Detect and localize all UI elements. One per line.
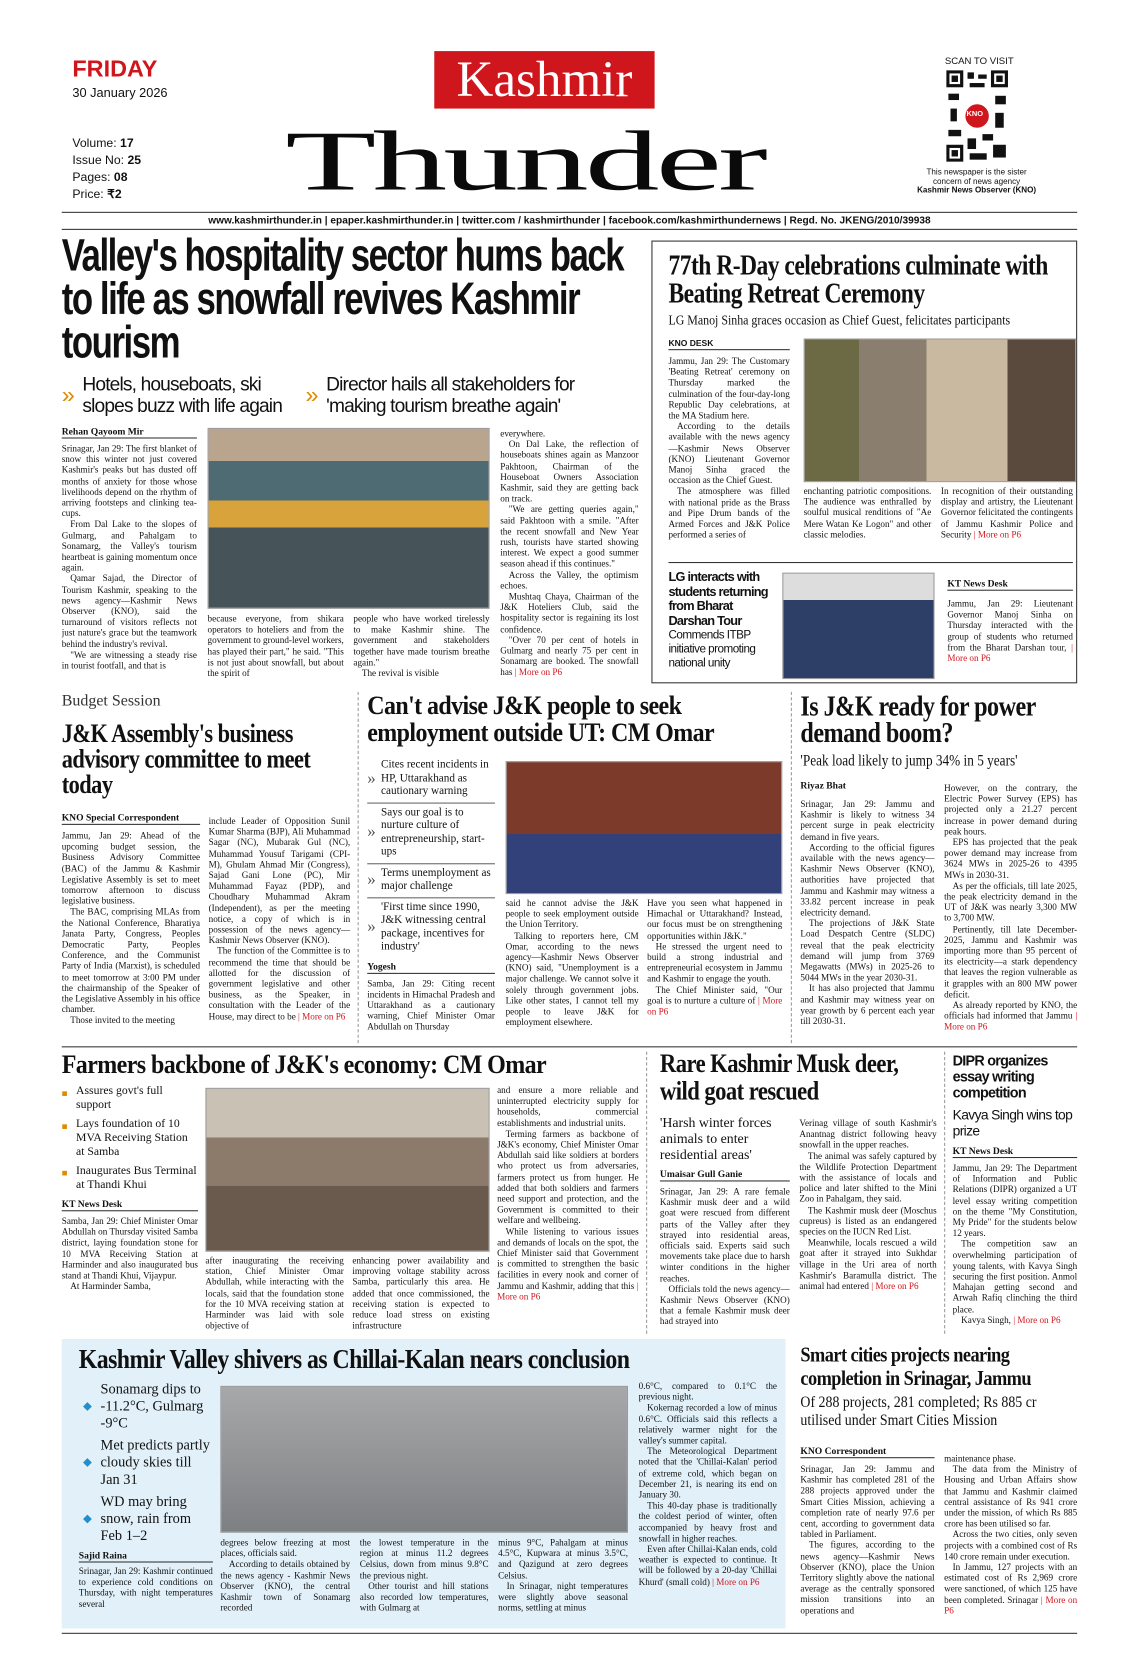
more-on-page-link[interactable]: | More on P6: [497, 1280, 639, 1302]
lead-subhead-1: » Hotels, houseboats, ski slopes buzz with life again: [61, 373, 283, 417]
chillai-side-column: ◆ Sonamarg dips to -11.2°C, Gulmarg -9°C ◆ Met predicts partly cloudy skies till Jan 31 ◆ WD may bring snow, rain from Feb 1–2 Sajid Raina Srinagar, Jan 29: Kashmir continued to experience cold conditions on Thursday, with night temperatures several: [79, 1381, 213, 1625]
more-on-page-link[interactable]: | More on P6: [712, 1576, 760, 1587]
article-column: [944, 1453, 1077, 1625]
dipr-subhead: Kavya Singh wins top prize: [952, 1106, 1073, 1139]
paragraph: The atmosphere was filled with national pride as the Brass and Pipe Drum bands of the Armed Forces and J&K Police performed a series of: [668, 485, 790, 540]
paragraph: Samba, Jan 29: Chief Minister Omar Abdullah on Thursday visited Samba district, laying foundation stone for 10 MVA Receiving Station at Harminder and also inaugurated bus stand at Thandi Khui, Vijaypur.: [61, 1215, 198, 1281]
article-column: [800, 1464, 934, 1626]
power-headline[interactable]: Is J&K ready for power demand boom?: [800, 689, 1036, 749]
smart-subhead: Of 288 projects, 281 completed; Rs 885 cr utilised under Smart Cities Mission: [800, 1394, 1037, 1430]
paragraph: Jammu, Jan 29: Lieutenant Governor Manoj Sinha on Thursday interacted with the group of students who returned from the Bharat Darshan tour, | More on P6: [947, 598, 1073, 664]
article-column: [639, 1381, 777, 1625]
paragraph: Kavya Singh, | More on P6: [961, 1314, 1061, 1326]
article-column: [79, 1566, 213, 1625]
square-bullet-icon: ■: [61, 1167, 68, 1179]
paragraph: Terming farmers as backbone of J&K's economy, Chief Minister Omar Abdullah said like soldiers at borders who protect us from adversaries, farmers protect us from hunger. He added that both soldiers and farmers need support and protection, and the Government is committed to their welfare and wellbeing.: [497, 1128, 639, 1226]
byline: Umaisar Gull Ganie: [660, 1169, 790, 1182]
more-on-page-link[interactable]: | More on P6: [1013, 1314, 1061, 1326]
links-bar: www.kashmirthunder.in | epaper.kashmirthunder.in | twitter.com / kashmirthunder | facebook.com/kashmirthundernews | Regd. No. JKENG/2010/39938: [208, 215, 931, 227]
paragraph: include Leader of Opposition Sunil Kumar Sharma (BJP), Ali Muhammad Sagar (NC), Mubarak Gul (NC), Muhammad Yousuf Tarigami (CPI-M), Ghulam Ahmad Mir (Congress), Sajad Gani Lone (PC), Mir Muhammad Fayaz (PDP), and Choudhary Muhammad Akram (Independent), as per the meeting notice, a copy of which is in possession of the news agency—Kashmir News Observer (KNO).: [208, 815, 351, 946]
paragraph: because everyone, from shikara operators to hoteliers and from the government to ground-level workers, has played their part," he said. "This is not just about snowfall, but about the spirit of: [207, 613, 344, 679]
chevron-icon: »: [367, 917, 376, 936]
article-column: [353, 613, 489, 681]
article-column: [944, 782, 1077, 1039]
paragraph: According to the details available with the news agency—Kashmir News Observer (KNO) Lieutenant Governor Manoj Sinha graced the occasion as the Chief Guest.: [668, 420, 790, 486]
cm-omar-photo: [506, 761, 783, 894]
paragraph: As per the officials, till late 2025, the peak electricity demand in the UT of J&K was nearly 3,300 MW to 3,700 MW.: [944, 880, 1078, 924]
byline: Rehan Qayoom Mir: [62, 426, 197, 439]
paragraph: The animal was safely captured by the Wildlife Protection Department with the assistance of locals and police and later shifted to the Mini Zoo in Pahalgam, they said.: [799, 1150, 937, 1205]
omar-side-column: » Cites recent incidents in HP, Uttarakhand as cautionary warning » Says our goal is to nurture culture of entrepreneurship, start-ups » Terms unemployment as major challenge » 'First time since 1990, J&K witnessing central package, incentives for industry' Yogesh Samba, Jan 29: Citing recent incidents in Himachal Pradesh and Uttarakhand as a cautionary warning, Chief Minister Omar Abdullah on Thursday: [367, 758, 495, 1039]
lead-headline[interactable]: Valley's hospitality sector hums back to life as snowfall revives Kashmir tourism: [61, 229, 624, 369]
students-photo: [782, 573, 934, 679]
paragraph: Srinagar, Jan 29: Kashmir continued to experience cold conditions on Thursday, with night temperatures several: [78, 1565, 213, 1609]
article-column: [941, 485, 1073, 555]
more-on-page-link[interactable]: | More on P6: [944, 1594, 1078, 1616]
paragraph: EPS has projected that the peak power demand may increase from 3624 MWs in 2025-26 to 4395 MWs in 2030-31.: [944, 836, 1078, 880]
paragraph: The revival is visible: [361, 667, 439, 679]
paragraph: Jammu, Jan 29: The Department of Information and Public Relations (DIPR) organized a UT level essay writing competition on the theme "My Constitution, My Pride" for the students below 12 years.: [952, 1162, 1078, 1239]
budget-headline[interactable]: J&K Assembly's business advisory committee to meet today: [61, 719, 311, 800]
paragraph: From Dal Lake to the slopes of Gulmarg, and Pahalgam to Sonamarg, the Valley's tourism heartbeat is gaining momentum once again.: [61, 518, 197, 573]
byline: Riyaz Bhat: [800, 780, 846, 791]
article-column: [208, 613, 344, 681]
article-column: [660, 1186, 790, 1333]
musk-side-column: [660, 1114, 790, 1332]
sister-concern-note: This newspaper is the sister concern of news agency Kashmir News Observer (KNO): [917, 167, 1037, 195]
more-on-page-link[interactable]: | More on P6: [298, 1010, 346, 1022]
power-subhead: 'Peak load likely to jump 34% in 5 years': [800, 752, 1018, 770]
paragraph: The Kashmir musk deer (Moschus cupreus) is listed as an endangered species on the IUCN Red List.: [799, 1204, 937, 1237]
article-column: [799, 1118, 936, 1333]
more-on-page-link[interactable]: | More on P6: [973, 528, 1022, 540]
paragraph: The data from the Ministry of Housing and Urban Affairs show that Jammu and Kashmir claimed central assistance of Rs 941 crore under the mission, of which Rs 885 crore has been utilised so far.: [944, 1463, 1078, 1529]
paragraph: The function of the Committee is to recommend the time that should be allotted for the discussion of government legislative and other business, as the Speaker, in consultation with the Leader of the House, may direct to be | More on P6: [208, 945, 351, 1022]
paragraph: 0.6°C, compared to 0.1°C the previous night.: [638, 1380, 778, 1403]
masthead-thunder: Thunder: [285, 114, 765, 209]
dipr-headline[interactable]: DIPR organizes essay writing competition: [952, 1052, 1048, 1101]
paragraph: However, on the contrary, the Electric Power Survey (EPS) has projected only a 21.27 percent increase in power demand during peak hours.: [944, 782, 1078, 837]
paragraph: people who have worked tirelessly to make Kashmir shine. The government and stakeholders together have made tourism breathe again.": [353, 613, 490, 668]
paragraph: Other tourist and hill stations also recorded low temperatures, with Gulmarg at: [359, 1580, 489, 1613]
article-column: [953, 1162, 1078, 1332]
paragraph: Samba, Jan 29: Citing recent incidents in Himachal Pradesh and Uttarakhand as a cautionary warning, Chief Minister Omar Abdullah on Thursday: [367, 977, 495, 1032]
paragraph: the lowest temperature in the region at minus 11.2 degrees Celsius, down from minus 9.8°C the previous night.: [359, 1536, 489, 1581]
paragraph: As already reported by KNO, the officials had informed that Jammu | More on P6: [944, 999, 1078, 1032]
rday-headline[interactable]: 77th R-Day celebrations culminate with Beating Retreat Ceremony: [668, 249, 1048, 309]
rday-subhead: LG Manoj Sinha graces occasion as Chief Guest, felicitates participants: [668, 311, 1011, 328]
date: 30 January 2026: [72, 85, 168, 101]
article-column: [205, 1255, 343, 1333]
more-on-page-link[interactable]: | More on P6: [514, 666, 563, 678]
article-column: [497, 1085, 639, 1333]
paragraph: "We are getting queries again," said Pakhtoon with a smile. "After the recent snowfall and New Year rush, tourists have started showing interest. We expect a good summer season ahead if this continues.": [500, 503, 639, 569]
paragraph: The Chief Minister said, "Our goal is to nurture a culture of | More on P6: [647, 984, 783, 1017]
chillai-headline[interactable]: Kashmir Valley shivers as Chillai-Kalan nears conclusion: [78, 1343, 630, 1375]
paragraph: Meanwhile, locals rescued a wild goat after it strayed into Sukhdar village in the Uri area of north Kashmir's Baramulla district. The animal had entered | More on P6: [799, 1237, 937, 1292]
paragraph: Srinagar, Jan 29: The first blanket of snow this winter not just covered Kashmir's peaks but has dusted off months of anxiety for those whose livelihoods depend on the rhythm of arriving footsteps and clinking tea-cups.: [61, 442, 197, 519]
article-column: [352, 1255, 489, 1333]
paragraph: said he cannot advise the J&K people to seek employment outside the Union Territory.: [505, 897, 639, 930]
article-column: [647, 897, 782, 1039]
paragraph: Have you seen what happened in Himachal or Uttarakhand? Instead, our focus must be on strengthening opportunities within J&K.": [647, 897, 783, 941]
byline: KT News Desk: [62, 1199, 198, 1212]
musk-subhead: 'Harsh winter forces animals to enter residential areas': [659, 1114, 772, 1163]
lg-heading-block: [668, 571, 777, 671]
paragraph: Srinagar, Jan 29: Jammu and Kashmir has completed 281 of the 288 projects approved under the Smart Cities Mission, achieving a completion rate of nearly 97.6 per cent, according to government data tabled in Parliament.: [800, 1463, 935, 1540]
paragraph: Across the two cities, only seven projects with a combined cost of Rs 140 crore remain under execution.: [944, 1528, 1078, 1562]
byline: Sajid Raina: [79, 1550, 213, 1563]
more-on-page-link[interactable]: | More on P6: [947, 641, 1073, 664]
diamond-bullet-icon: ◆: [83, 1456, 93, 1469]
beating-retreat-photo: [804, 338, 1076, 482]
article-column: [62, 1216, 198, 1333]
paragraph: Srinagar, Jan 29: A rare female Kashmir musk deer and a wild goat were rescued from different parts of the Valley after they strayed into residential areas, officials said. Experts said such movements take place due to harsh winter conditions in the higher reaches.: [659, 1185, 790, 1284]
farmers-headline[interactable]: Farmers backbone of J&K's economy: CM Omar: [61, 1050, 547, 1080]
byline: KT News Desk: [947, 578, 1073, 591]
paragraph: According to the official figures available with the news agency—Kashmir News Observer (KNO), authorities have projected that Jammu and Kashmir may witness a 33.82 percent increase in peak electricity demand.: [800, 841, 935, 918]
day: FRIDAY: [72, 55, 158, 82]
paragraph: Pertinently, till late December-2025, Jammu and Kashmir was importing more than 95 percent of its electricity—a stark dependency that leaves the region vulnerable as it grapples with an 800 MW power deficit.: [944, 923, 1078, 1000]
paragraph: enchanting patriotic compositions. The audience was enthralled by soulful musical renditions of "Ae Mere Watan Ke Logon" and other classic melodies.: [803, 485, 932, 540]
paragraph: Verinag village of south Kashmir's Anantnag district following heavy snowfall in the upper reaches.: [799, 1117, 937, 1150]
paragraph: Jammu, Jan 29: Ahead of the upcoming budget session, the Business Advisory Committee (BAC) of the Jammu & Kashmir Legislative Assembly is set to meet tomorrow afternoon to discuss legislative business.: [61, 830, 201, 907]
article-column: [360, 1537, 489, 1624]
masthead-kashmir: Kashmir: [434, 51, 654, 108]
article-column: [62, 443, 197, 681]
paragraph: He stressed the urgent need to build a strong industrial and entrepreneurial ecosystem in Jammu and Kashmir to engage the youth.: [647, 940, 783, 984]
paragraph: everywhere.: [500, 427, 546, 439]
more-on-page-link[interactable]: | More on P6: [647, 995, 783, 1017]
byline: KNO DESK: [668, 338, 789, 350]
paragraph: degrees below freezing at most places, officials said.: [220, 1536, 351, 1559]
article-column: [800, 798, 934, 1039]
paragraph: after inaugurating the receiving station, Chief Minister Omar Abdullah, while interacting with the locals, said that the foundation stone for the 10 MVA receiving station at Harminder was laid with sole objective of: [205, 1254, 344, 1331]
article-column: [947, 598, 1073, 679]
paragraph: Srinagar, Jan 29: Jammu and Kashmir is likely to witness 34 percent surge in peak electricity demand in five years.: [800, 798, 935, 842]
dipr-column: [953, 1053, 1078, 1333]
paragraph: On Dal Lake, the reflection of houseboats shines again as Manzoor Pakhtoon, Chairman of the Houseboat Owners Association Kashmir, said they are getting back on track.: [500, 438, 639, 504]
article-column: [498, 1537, 628, 1624]
paragraph: In Srinagar, night temperatures were slightly above seasonal norms, settling at minus: [498, 1580, 628, 1613]
paragraph: While listening to various issues and demands of locals on the spot, the Chief Minister said that Government is committed to strengthen the basic facilities in every nook and corner of Jammu and Kashmir, adding that this | More on P6: [497, 1225, 639, 1302]
smart-headline[interactable]: Smart cities projects nearing completion in Srinagar, Jammu: [800, 1343, 1032, 1391]
article-column: [209, 815, 351, 1037]
paragraph: Talking to reporters here, CM Omar, according to the news agency—Kashmir News Observer (KNO) said, "Unemployment is a major challenge. We cannot solve it solely through government jobs. Like other states, I cannot tell my people to leave J&K for employment elsewhere.: [505, 929, 639, 1028]
paragraph: Kokernag recorded a low of minus 0.6°C. Officials said this reflects a relatively warmer night for the valley's summer capital.: [638, 1402, 778, 1446]
paragraph: Qamar Sajad, the Director of Tourism Kashmir, speaking to the news agency—Kashmir News Observer (KNO), said the turnaround of visitors reflects not just nature's grace but the teamwork behind the industry's revival.: [61, 573, 197, 649]
paragraph: In recognition of their outstanding display and artistry, the Lieutenant Governor felicitated the contingents of Jammu Kashmir Police and Security | More on P6: [940, 485, 1073, 540]
issue-info: Volume: 17 Issue No: 25 Pages: 08 Price: ₹2: [72, 137, 142, 202]
chevron-icon: »: [367, 870, 376, 889]
paragraph: The figures, according to the news agency—Kashmir News Observer (KNO), place the Union Territory slightly above the national average as the centrally sponsored mission transitions into an operations and: [800, 1539, 935, 1616]
budget-kicker: Budget Session: [61, 692, 161, 710]
article-column: [220, 1537, 350, 1624]
article-column: [506, 897, 639, 1039]
article-column: [500, 428, 638, 681]
more-on-page-link[interactable]: | More on P6: [871, 1280, 919, 1292]
paragraph: The BAC, comprising MLAs from the National Conference, Bharatiya Janata Party, Congress, Peoples Democratic Party, Peoples Conference, and the Communist Party of India (Marxist), is scheduled to meet tomorrow at 3:00 PM under the chairmanship of the Speaker of the Legislative Assembly in his office chamber.: [61, 906, 201, 1015]
foggy-lake-photo: [220, 1386, 628, 1533]
qr-code[interactable]: [946, 70, 1008, 162]
paragraph: Mushtaq Chaya, Chairman of the J&K Hoteliers Club, said the hospitality sector is regaining its lost confidence.: [500, 590, 639, 635]
chevron-icon: »: [367, 769, 376, 788]
article-column: [668, 356, 789, 558]
paragraph: In Jammu, 127 projects with an estimated cost of Rs 2,969 crore were sanctioned, of which 125 have been completed. Srinagar | More on P6: [944, 1561, 1078, 1616]
diamond-bullet-icon: ◆: [83, 1512, 93, 1526]
article-column: [367, 978, 495, 1039]
shikara-photo: [208, 428, 490, 609]
paragraph: enhancing power availability and improving voltage stability across Samba, particularly this area. He added that once commissioned, the receiving station is expected to reduce load stress on existing infrastructure: [352, 1254, 490, 1331]
paragraph: Jammu, Jan 29: The Customary 'Beating Retreat' ceremony on Thursday marked the culmination of the four-day-long Republic Day celebrations, at the MA Stadium here.: [668, 355, 790, 421]
farmers-side-column: ■ Assures govt's full support ■ Lays foundation of 10 MVA Receiving Station at Samba ■ Inaugurates Bus Terminal at Thandi Khui KT News Desk Samba, Jan 29: Chief Minister Omar Abdullah on Thursday visited Samba district, laying foundation stone for 10 MVA Receiving Station at Harminder and also inaugurated bus stand at Thandi Khui, Vijaypur. At Harminder Samba,: [62, 1085, 198, 1333]
chevron-icon: »: [305, 381, 318, 408]
paragraph: According to details obtained by the news agency - Kashmir News Observer (KNO), the central Kashmir town of Sonamarg recorded: [220, 1558, 351, 1613]
paragraph: "Over 70 per cent of hotels in Gulmarg and nearly 75 per cent in Sonamarg are booked. The snowfall has | More on P6: [500, 634, 639, 678]
paragraph: The projections of J&K State Load Despatch Centre (SLDC) reveal that the peak electricity demand will jump from 3769 Megawatts (MWs) in 2025-26 to 5044 MWs in the year 2030-31.: [800, 917, 935, 983]
diamond-bullet-icon: ◆: [83, 1399, 93, 1413]
lg-headline[interactable]: LG interacts with students returning from Bharat Darshan Tour: [668, 569, 768, 628]
qr-logo: KNO: [966, 110, 984, 119]
paragraph: minus 9°C, Pahalgam at minus 4.5°C, Kupwara at minus 3.5°C, and Qazigund at zero degrees Celsius.: [498, 1536, 628, 1581]
chevron-icon: »: [61, 381, 74, 408]
omar-headline[interactable]: Can't advise J&K people to seek employment outside UT: CM Omar: [367, 691, 715, 748]
paragraph: It has also projected that Jammu and Kashmir may witness year on year growth by 6 percent each year till 2030-31.: [800, 982, 935, 1027]
byline: KNO Special Correspondent: [62, 812, 200, 825]
paragraph: Across the Valley, the optimism echoes.: [500, 569, 639, 591]
musk-headline[interactable]: Rare Kashmir Musk deer, wild goat rescued: [659, 1049, 899, 1106]
square-bullet-icon: ■: [61, 1120, 68, 1132]
article-column: [62, 830, 200, 1038]
paragraph: At Harminder Samba,: [70, 1280, 151, 1292]
byline: KNO Correspondent: [800, 1445, 934, 1458]
paragraph: and ensure a more reliable and uninterrupted electricity supply for households, commercial establishments and industrial units.: [497, 1084, 639, 1128]
paragraph: maintenance phase.: [944, 1452, 1016, 1464]
paragraph: Officials told the news agency—Kashmir News Observer (KNO) that a female Kashmir musk deer had strayed into: [659, 1283, 790, 1327]
square-bullet-icon: ■: [61, 1087, 68, 1099]
paragraph: Those invited to the meeting: [70, 1014, 175, 1026]
scan-label: SCAN TO VISIT: [944, 55, 1014, 66]
more-on-page-link[interactable]: | More on P6: [944, 1010, 1078, 1032]
paragraph: The competition saw an overwhelming participation of young talents, with Kavya Singh securing the first position. Anmol Mahajan getting second and Arwah Rafiq clinching the third place.: [952, 1238, 1078, 1315]
paragraph: This 40-day phase is traditionally the coldest period of winter, often accompanied by heavy frost and snowfall in higher reaches.: [638, 1499, 778, 1544]
chevron-icon: »: [367, 823, 376, 842]
paragraph: "We are witnessing a steady rise in tourist footfall, and that is: [61, 649, 197, 671]
article-column: [804, 485, 932, 555]
lg-subhead: Commends ITBP initiative promoting national unity: [668, 629, 756, 670]
samba-photo: [205, 1088, 489, 1252]
lead-subhead-2: » Director hails all stakeholders for 'making tourism breathe again': [305, 373, 575, 417]
paragraph: Even after Chillai-Kalan ends, cold weather is expected to continue. It will be followed by a 20-day 'Chillai Khurd' (small cold) | More on P6: [638, 1543, 778, 1587]
byline: Yogesh: [367, 961, 495, 974]
byline: KT News Desk: [953, 1145, 1078, 1158]
paragraph: The Meteorological Department noted that the 'Chillai-Kalan' period of extreme cold, which began on December 21, is nearing its end on January 30.: [638, 1445, 778, 1500]
